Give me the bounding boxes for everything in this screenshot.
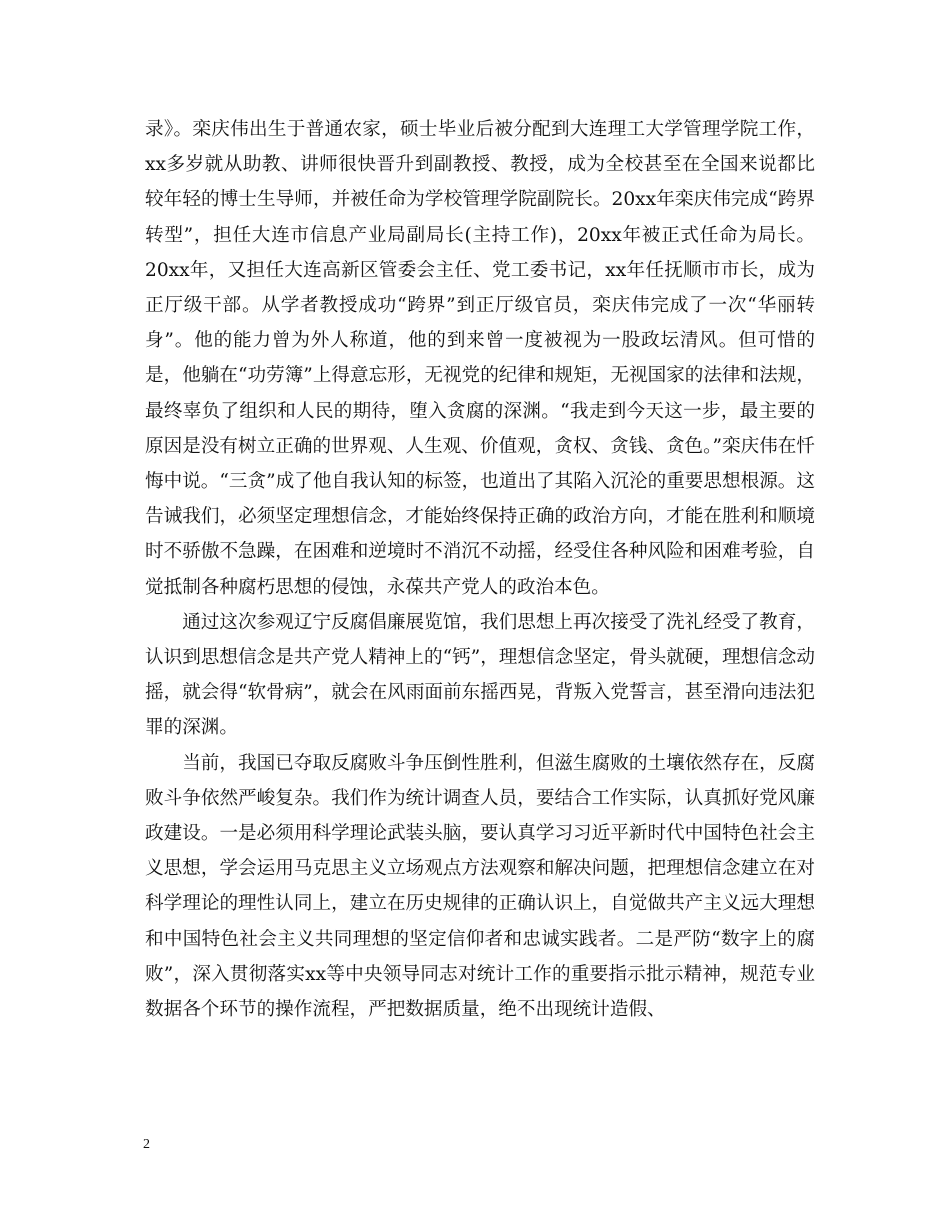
page-number: 2 <box>143 1137 150 1152</box>
paragraph-exhibition-visit: 通过这次参观辽宁反腐倡廉展览馆，我们思想上再次接受了洗礼经受了教育，认识到思想信念是共产党人精神上的“钙”，理想信念坚定，骨头就硬，理想信念动摇，就会得“软骨病”，就会在风雨面前东摇西晃，背叛入党誓言，甚至滑向违法犯罪的深渊。 <box>145 611 815 739</box>
paragraph-anti-corruption: 当前，我国已夺取反腐败斗争压倒性胜利，但滋生腐败的土壤依然存在，反腐败斗争依然严峻复杂。我们作为统计调查人员，要结合工作实际，认真抓好党风廉政建设。一是必须用科学理论武装头脑，要认真学习习近平新时代中国特色社会主义思想，学会运用马克思主义立场观点方法观察和解决问题，把理想信念建立在对科学理论的理性认同上，建立在历史规律的正确认识上，自觉做共产主义远大理想和中国特色社会主义共同理想的坚定信仰者和忠诚实践者。二是严防“数字上的腐败”，深入贯彻落实xx等中央领导同志对统计工作的重要指示批示精神，规范专业数据各个环节的操作流程，严把数据质量，绝不出现统计造假、 <box>145 752 815 1021</box>
paragraph-continuation: 录》。栾庆伟出生于普通农家，硕士毕业后被分配到大连理工大学管理学院工作，xx多岁就从助教、讲师很快晋升到副教授、教授，成为全校甚至在全国来说都比较年轻的博士生导师，并被任命为学校管理学院副院长。20xx年栾庆伟完成“跨界转型”，担任大连市信息产业局副局长(主持工作)，20xx年被正式任命为局长。20xx年，又担任大连高新区管委会主任、党工委书记，xx年任抚顺市市长，成为正厅级干部。从学者教授成功“跨界”到正厅级官员，栾庆伟完成了一次“华丽转身”。他的能力曾为外人称道，他的到来曾一度被视为一股政坛清风。但可惜的是，他躺在“功劳簿”上得意忘形，无视党的纪律和规矩，无视国家的法律和法规，最终辜负了组织和人民的期待，堕入贪腐的深渊。“我走到今天这一步，最主要的原因是没有树立正确的世界观、人生观、价值观，贪权、贪钱、贪色。”栾庆伟在忏悔中说。“三贪”成了他自我认知的标签，也道出了其陷入沉沦的重要思想根源。这告诫我们，必须坚定理想信念，才能始终保持正确的政治方向，才能在胜利和顺境时不骄傲不急躁，在困难和逆境时不消沉不动摇，经受住各种风险和困难考验，自觉抵制各种腐朽思想的侵蚀，永葆共产党人的政治本色。 <box>145 119 815 598</box>
body-text <box>145 112 815 1027</box>
